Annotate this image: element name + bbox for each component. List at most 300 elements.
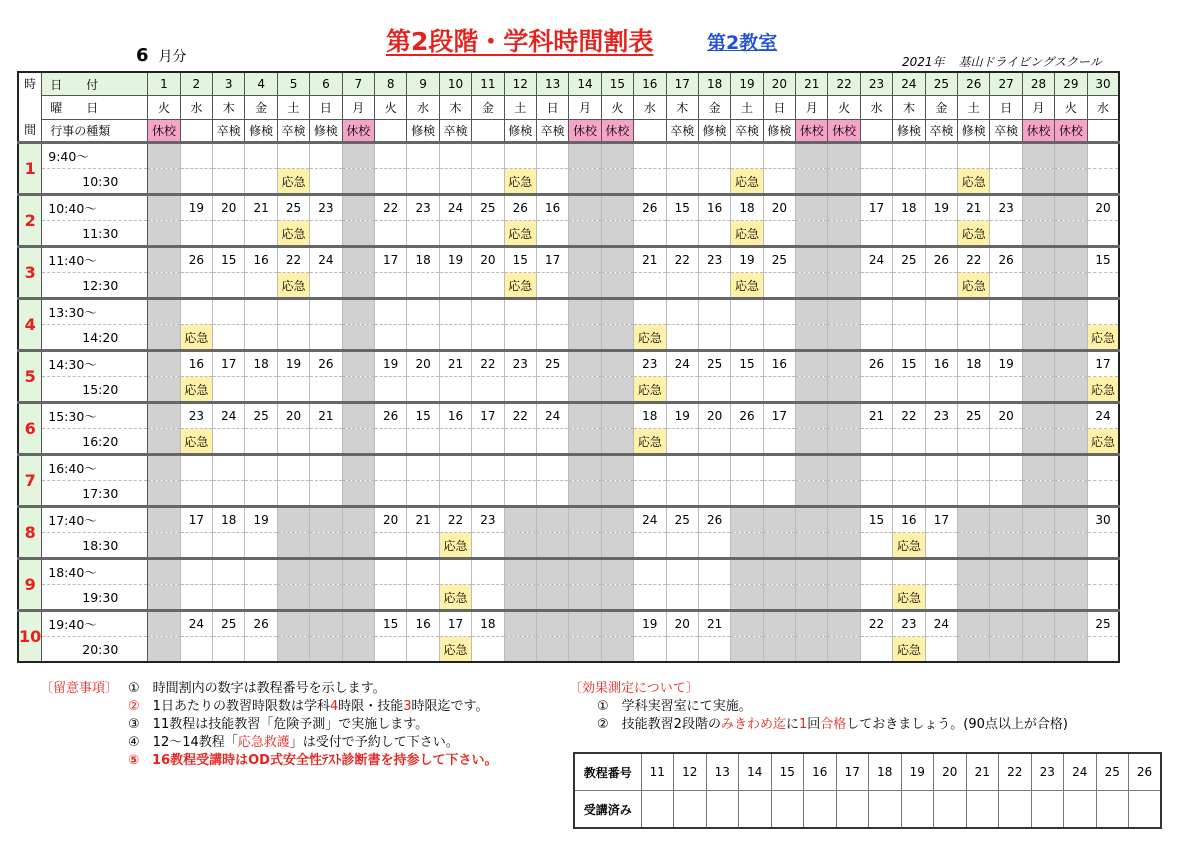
empty-cell: [698, 221, 730, 247]
lesson-cell: 23: [990, 195, 1022, 221]
empty-cell: [860, 325, 892, 351]
closed-cell: [277, 585, 309, 611]
closed-cell: [1022, 377, 1054, 403]
lesson-cell: [860, 455, 892, 481]
lesson-cell: [698, 299, 730, 325]
empty-cell: [245, 273, 277, 299]
empty-cell: [407, 377, 439, 403]
lesson-cell: 18: [958, 351, 990, 377]
lesson-cell: [180, 455, 212, 481]
completed-checkbox[interactable]: [674, 791, 707, 829]
emergency-badge: 応急: [958, 221, 990, 247]
lesson-cell: 22: [472, 351, 504, 377]
period-end-time: 20:30: [42, 637, 148, 663]
lesson-cell: 15: [666, 195, 698, 221]
empty-cell: [375, 637, 407, 663]
lesson-cell: 19: [634, 611, 666, 637]
weekday-cell: 水: [860, 96, 892, 119]
effect-heading: 〔効果測定について〕: [569, 681, 699, 696]
empty-cell: [180, 585, 212, 611]
closed-cell: [569, 533, 601, 559]
empty-cell: [536, 273, 568, 299]
empty-cell: [763, 273, 795, 299]
period-number: 2: [18, 195, 42, 247]
lesson-cell: [731, 143, 763, 169]
lesson-cell: 26: [245, 611, 277, 637]
lesson-cell: [439, 455, 471, 481]
lesson-cell: [407, 299, 439, 325]
lesson-cell: [213, 143, 245, 169]
empty-cell: [180, 481, 212, 507]
lesson-cell: [472, 455, 504, 481]
lesson-cell: 17: [439, 611, 471, 637]
closed-cell: [569, 143, 601, 169]
completed-checkbox[interactable]: [934, 791, 967, 829]
closed-cell: [1055, 455, 1087, 481]
lesson-cell: [893, 455, 925, 481]
note-mark: ④: [128, 735, 140, 750]
note-5: [128, 752, 497, 770]
completed-checkbox[interactable]: [771, 791, 804, 829]
closed-cell: [310, 507, 342, 533]
lesson-cell: [245, 143, 277, 169]
lesson-cell: [731, 299, 763, 325]
lesson-cell: 24: [1087, 403, 1119, 429]
closed-cell: [569, 351, 601, 377]
month-suffix: 月分: [158, 49, 187, 65]
lesson-cell: 17: [536, 247, 568, 273]
emergency-badge: 応急: [504, 273, 536, 299]
note-text: 」は受付で予約して下さい。: [289, 735, 459, 750]
lesson-number-cell: 19: [901, 753, 934, 791]
closed-cell: [958, 533, 990, 559]
completed-checkbox[interactable]: [966, 791, 999, 829]
closed-cell: [828, 195, 860, 221]
room-label: 第2教室: [707, 32, 778, 54]
closed-cell: [342, 221, 374, 247]
closed-cell: [1055, 481, 1087, 507]
closed-cell: [310, 533, 342, 559]
period-row-second: [18, 377, 1119, 403]
lesson-cell: 21: [310, 403, 342, 429]
empty-cell: [958, 325, 990, 351]
completed-checkbox[interactable]: [999, 791, 1032, 829]
completed-checkbox[interactable]: [836, 791, 869, 829]
empty-cell: [763, 221, 795, 247]
effect-emphasis: 合格: [820, 717, 847, 732]
lesson-cell: [277, 455, 309, 481]
lesson-cell: [504, 299, 536, 325]
empty-cell: [310, 429, 342, 455]
period-row: [18, 143, 1119, 169]
empty-cell: [180, 637, 212, 663]
lesson-cell: [958, 299, 990, 325]
lesson-cell: 23: [634, 351, 666, 377]
effect-text: 回: [807, 717, 821, 732]
event-cell: 卒検: [731, 119, 763, 142]
event-cell: 休校: [1055, 119, 1087, 142]
lesson-number-cell: 17: [836, 753, 869, 791]
empty-cell: [375, 273, 407, 299]
closed-cell: [536, 637, 568, 663]
weekday-cell: 土: [504, 96, 536, 119]
lesson-cell: 24: [439, 195, 471, 221]
closed-cell: [763, 611, 795, 637]
lesson-cell: 23: [407, 195, 439, 221]
closed-cell: [828, 637, 860, 663]
empty-cell: [990, 429, 1022, 455]
empty-cell: [893, 221, 925, 247]
closed-cell: [342, 481, 374, 507]
emergency-badge: 応急: [180, 429, 212, 455]
closed-cell: [1055, 429, 1087, 455]
lesson-cell: 23: [925, 403, 957, 429]
closed-cell: [731, 637, 763, 663]
lesson-cell: 20: [1087, 195, 1119, 221]
event-cell: 休校: [148, 119, 180, 142]
lesson-cell: [958, 143, 990, 169]
notes-heading: 〔留意事項〕: [40, 681, 119, 696]
date-cell: 3: [213, 72, 245, 96]
page-title: 第2段階・学科時間割表: [386, 27, 654, 56]
completed-checkbox[interactable]: [1031, 791, 1064, 829]
empty-cell: [666, 169, 698, 195]
empty-cell: [698, 377, 730, 403]
lesson-cell: [375, 143, 407, 169]
lesson-number-cell: 21: [966, 753, 999, 791]
closed-cell: [763, 585, 795, 611]
lesson-cell: [925, 455, 957, 481]
closed-cell: [536, 611, 568, 637]
event-cell: 修検: [763, 119, 795, 142]
empty-cell: [893, 169, 925, 195]
lesson-cell: 23: [504, 351, 536, 377]
lesson-cell: [1087, 455, 1119, 481]
emergency-badge: 応急: [634, 325, 666, 351]
empty-cell: [504, 481, 536, 507]
empty-cell: [407, 481, 439, 507]
completed-checkbox[interactable]: [641, 791, 674, 829]
closed-cell: [569, 481, 601, 507]
lesson-cell: [536, 143, 568, 169]
closed-cell: [1055, 559, 1087, 585]
lesson-cell: [860, 559, 892, 585]
lesson-number-cell: 26: [1129, 753, 1162, 791]
lesson-cell: [698, 455, 730, 481]
closed-cell: [796, 325, 828, 351]
closed-cell: [569, 221, 601, 247]
closed-cell: [277, 533, 309, 559]
date-cell: 24: [893, 72, 925, 96]
empty-cell: [310, 273, 342, 299]
weekday-cell: 日: [990, 96, 1022, 119]
completed-label: 受講済み: [574, 791, 641, 829]
empty-cell: [666, 325, 698, 351]
emergency-badge: 応急: [504, 169, 536, 195]
completed-checkbox[interactable]: [804, 791, 837, 829]
lesson-cell: [893, 559, 925, 585]
closed-cell: [569, 507, 601, 533]
empty-cell: [536, 169, 568, 195]
event-cell: 卒検: [439, 119, 471, 142]
empty-cell: [213, 221, 245, 247]
lesson-cell: [472, 143, 504, 169]
lesson-cell: 21: [634, 247, 666, 273]
closed-cell: [148, 273, 180, 299]
closed-cell: [796, 585, 828, 611]
lesson-cell: 18: [634, 403, 666, 429]
lesson-cell: [375, 455, 407, 481]
lesson-cell: 25: [245, 403, 277, 429]
period-number: 7: [18, 455, 42, 507]
empty-cell: [180, 273, 212, 299]
month-number: 6: [136, 45, 149, 66]
empty-cell: [990, 273, 1022, 299]
period-end-time: 14:20: [42, 325, 148, 351]
weekday-cell: 月: [796, 96, 828, 119]
closed-cell: [601, 559, 633, 585]
effect-list: [597, 698, 1068, 734]
event-cell: 修検: [245, 119, 277, 142]
lesson-cell: 26: [731, 403, 763, 429]
lesson-cell: [213, 299, 245, 325]
note-text: 時限・技能: [338, 699, 404, 714]
closed-cell: [277, 637, 309, 663]
closed-cell: [601, 403, 633, 429]
completed-checkbox[interactable]: [1064, 791, 1097, 829]
closed-cell: [277, 611, 309, 637]
lesson-cell: [666, 455, 698, 481]
closed-cell: [601, 273, 633, 299]
empty-cell: [407, 221, 439, 247]
lesson-cell: 22: [375, 195, 407, 221]
lesson-cell: 23: [310, 195, 342, 221]
closed-cell: [342, 637, 374, 663]
date-cell: 4: [245, 72, 277, 96]
empty-cell: [666, 377, 698, 403]
closed-cell: [796, 611, 828, 637]
emergency-badge: 応急: [277, 221, 309, 247]
date-cell: 12: [504, 72, 536, 96]
closed-cell: [990, 611, 1022, 637]
emergency-badge: 応急: [180, 325, 212, 351]
lesson-cell: 19: [731, 247, 763, 273]
weekday-cell: 火: [601, 96, 633, 119]
closed-cell: [763, 559, 795, 585]
empty-cell: [958, 481, 990, 507]
empty-cell: [310, 481, 342, 507]
weekday-cell: 水: [180, 96, 212, 119]
completed-checkbox[interactable]: [706, 791, 739, 829]
empty-cell: [472, 481, 504, 507]
lesson-cell: [634, 559, 666, 585]
empty-cell: [407, 637, 439, 663]
completed-checkbox[interactable]: [869, 791, 902, 829]
period-row: [18, 611, 1119, 637]
lesson-cell: [310, 299, 342, 325]
emergency-badge: 応急: [504, 221, 536, 247]
lesson-cell: 16: [245, 247, 277, 273]
effect-text: 学科実習室にて実施。: [621, 699, 752, 714]
event-row-label: 行事の種類: [42, 119, 148, 142]
completed-checkbox[interactable]: [901, 791, 934, 829]
closed-cell: [1055, 247, 1087, 273]
period-row-second: [18, 169, 1119, 195]
lesson-cell: [407, 143, 439, 169]
empty-cell: [310, 377, 342, 403]
weekday-cell: 月: [569, 96, 601, 119]
empty-cell: [860, 533, 892, 559]
empty-cell: [245, 637, 277, 663]
empty-cell: [634, 533, 666, 559]
date-cell: 6: [310, 72, 342, 96]
closed-cell: [148, 325, 180, 351]
lesson-number-cell: 25: [1096, 753, 1129, 791]
event-cell: 休校: [601, 119, 633, 142]
closed-cell: [148, 403, 180, 429]
lesson-cell: 19: [990, 351, 1022, 377]
empty-cell: [666, 533, 698, 559]
period-number: 6: [18, 403, 42, 455]
empty-cell: [407, 533, 439, 559]
empty-cell: [925, 325, 957, 351]
lesson-cell: 25: [472, 195, 504, 221]
closed-cell: [342, 143, 374, 169]
completed-checkbox[interactable]: [739, 791, 772, 829]
closed-cell: [342, 611, 374, 637]
event-cell: 修検: [407, 119, 439, 142]
emergency-badge: 応急: [731, 221, 763, 247]
closed-cell: [601, 299, 633, 325]
lesson-cell: 21: [698, 611, 730, 637]
empty-cell: [213, 481, 245, 507]
empty-cell: [213, 169, 245, 195]
weekday-cell: 水: [1087, 96, 1119, 119]
closed-cell: [958, 585, 990, 611]
lesson-cell: [472, 299, 504, 325]
lesson-cell: 15: [375, 611, 407, 637]
empty-cell: [666, 481, 698, 507]
lesson-cell: 19: [925, 195, 957, 221]
completed-checkbox[interactable]: [1096, 791, 1129, 829]
closed-cell: [1055, 273, 1087, 299]
lesson-cell: 18: [213, 507, 245, 533]
note-text: 時間割内の数字は教程番号を示します。: [152, 681, 386, 696]
effect-checklist: [573, 752, 1162, 829]
date-cell: 13: [536, 72, 568, 96]
lesson-cell: [1087, 559, 1119, 585]
empty-cell: [245, 169, 277, 195]
empty-cell: [536, 481, 568, 507]
closed-cell: [828, 533, 860, 559]
completed-checkbox[interactable]: [1129, 791, 1162, 829]
date-cell: 5: [277, 72, 309, 96]
weekday-cell: 金: [472, 96, 504, 119]
closed-cell: [828, 143, 860, 169]
empty-cell: [277, 325, 309, 351]
empty-cell: [925, 637, 957, 663]
empty-cell: [698, 169, 730, 195]
empty-cell: [245, 429, 277, 455]
closed-cell: [569, 455, 601, 481]
date-cell: 27: [990, 72, 1022, 96]
weekday-cell: 日: [763, 96, 795, 119]
empty-cell: [277, 377, 309, 403]
closed-cell: [1055, 143, 1087, 169]
event-cell: [180, 119, 212, 142]
emergency-badge: 応急: [958, 273, 990, 299]
weekday-cell: 金: [245, 96, 277, 119]
lesson-cell: 21: [439, 351, 471, 377]
empty-cell: [763, 481, 795, 507]
empty-cell: [310, 325, 342, 351]
closed-cell: [731, 507, 763, 533]
closed-cell: [1022, 299, 1054, 325]
empty-cell: [990, 169, 1022, 195]
lesson-cell: 20: [277, 403, 309, 429]
lesson-number-cell: 16: [804, 753, 837, 791]
event-cell: 修検: [504, 119, 536, 142]
emergency-badge: 応急: [893, 637, 925, 663]
closed-cell: [310, 585, 342, 611]
closed-cell: [569, 169, 601, 195]
empty-cell: [893, 429, 925, 455]
lesson-cell: [180, 143, 212, 169]
lesson-number-cell: 15: [771, 753, 804, 791]
lesson-cell: 16: [407, 611, 439, 637]
lesson-cell: 15: [731, 351, 763, 377]
empty-cell: [277, 429, 309, 455]
lesson-number-cell: 18: [869, 753, 902, 791]
period-row: [18, 195, 1119, 221]
date-cell: 22: [828, 72, 860, 96]
empty-cell: [698, 325, 730, 351]
closed-cell: [601, 377, 633, 403]
period-number: 5: [18, 351, 42, 403]
empty-cell: [375, 169, 407, 195]
empty-cell: [860, 273, 892, 299]
closed-cell: [148, 637, 180, 663]
lesson-cell: [504, 143, 536, 169]
empty-cell: [213, 273, 245, 299]
school-name: 基山ドライビングスクール: [958, 55, 1102, 69]
period-end-time: 10:30: [42, 169, 148, 195]
closed-cell: [828, 169, 860, 195]
lesson-cell: 20: [213, 195, 245, 221]
period-row-second: [18, 273, 1119, 299]
empty-cell: [958, 429, 990, 455]
period-row: [18, 299, 1119, 325]
closed-cell: [569, 403, 601, 429]
event-cell: 休校: [796, 119, 828, 142]
empty-cell: [213, 377, 245, 403]
lesson-cell: [472, 559, 504, 585]
closed-cell: [569, 429, 601, 455]
closed-cell: [148, 559, 180, 585]
closed-cell: [601, 143, 633, 169]
empty-cell: [472, 585, 504, 611]
closed-cell: [342, 377, 374, 403]
lesson-cell: 16: [925, 351, 957, 377]
emergency-badge: 応急: [277, 169, 309, 195]
lesson-cell: [536, 455, 568, 481]
empty-cell: [1087, 585, 1119, 611]
period-end-time: 12:30: [42, 273, 148, 299]
closed-cell: [342, 169, 374, 195]
note-2: [128, 698, 497, 716]
period-row-second: [18, 221, 1119, 247]
closed-cell: [958, 611, 990, 637]
